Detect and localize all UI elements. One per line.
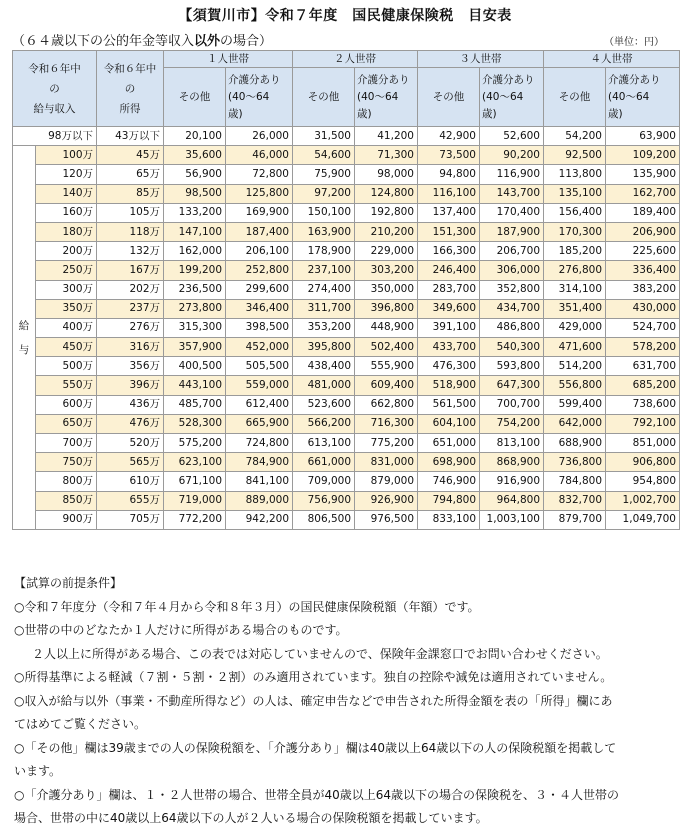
tax-value-cell: 485,700: [164, 395, 226, 414]
tax-value-cell: 448,900: [355, 318, 418, 337]
tax-value-cell: 709,000: [293, 472, 355, 491]
tax-value-cell: 236,500: [164, 280, 226, 299]
table-row: [13, 376, 680, 395]
tax-value-cell: 225,600: [606, 242, 680, 261]
tax-value-cell: 170,300: [544, 222, 606, 241]
income-cell: 750万: [36, 453, 97, 472]
income-cell: 400万: [36, 318, 97, 337]
side-label-kyuyo: 給 与: [13, 146, 36, 530]
note-line: ○令和７年度分（令和７年４月から令和８年３月）の国民健康保険税額（年額）です。: [14, 599, 480, 614]
header-household-4: ４人世帯: [544, 51, 680, 68]
tax-value-cell: 631,700: [606, 357, 680, 376]
tax-value-cell: 135,900: [606, 165, 680, 184]
tax-value-cell: 775,200: [355, 434, 418, 453]
notes: [14, 572, 680, 831]
shotoku-cell: 105万: [97, 203, 164, 222]
tax-value-cell: 662,800: [355, 395, 418, 414]
table-row: [13, 357, 680, 376]
tax-value-cell: 566,200: [293, 414, 355, 433]
tax-value-cell: 336,400: [606, 261, 680, 280]
tax-value-cell: 352,800: [480, 280, 544, 299]
tax-value-cell: 276,800: [544, 261, 606, 280]
subtitle: [12, 30, 272, 49]
income-cell: 140万: [36, 184, 97, 203]
tax-value-cell: 756,900: [293, 491, 355, 510]
tax-value-cell: 396,800: [355, 299, 418, 318]
income-cell: 100万: [36, 146, 97, 165]
tax-value-cell: 1,002,700: [606, 491, 680, 510]
tax-value-cell: 954,800: [606, 472, 680, 491]
tax-value-cell: 593,800: [480, 357, 544, 376]
shotoku-cell: 436万: [97, 395, 164, 414]
header-household-3: ３人世帯: [418, 51, 544, 68]
tax-value-cell: 54,200: [544, 127, 606, 146]
unit-label: （単位：円）: [604, 37, 664, 48]
tax-value-cell: 609,400: [355, 376, 418, 395]
tax-value-cell: 688,900: [544, 434, 606, 453]
tax-value-cell: 383,200: [606, 280, 680, 299]
tax-value-cell: 575,200: [164, 434, 226, 453]
tax-value-cell: 162,000: [164, 242, 226, 261]
note-line: 場合、世帯の中に40歳以上64歳以下の人が２人いる場合の保険税額を掲載しています。: [14, 811, 488, 825]
tax-value-cell: 647,300: [480, 376, 544, 395]
subheader-kaigo: 介護分あり (40～64 歳): [226, 68, 293, 127]
tax-value-cell: 166,300: [418, 242, 480, 261]
shotoku-cell: 356万: [97, 357, 164, 376]
tax-value-cell: 210,200: [355, 222, 418, 241]
table-body: [13, 127, 680, 530]
tax-value-cell: 135,100: [544, 184, 606, 203]
note-line: ○収入が給与以外（事業・不動産所得など）の人は、確定申告などで申告された所得金額を表の「所得」欄にあ: [14, 693, 613, 708]
tax-value-cell: 841,100: [226, 472, 293, 491]
tax-value-cell: 716,300: [355, 414, 418, 433]
tax-value-cell: 685,200: [606, 376, 680, 395]
income-cell: 98万以下: [13, 127, 97, 146]
tax-value-cell: 109,200: [606, 146, 680, 165]
note-line: ２人以上に所得がある場合、この表では対応していませんので、保険年金課窓口でお問い合わせください。: [32, 646, 608, 661]
tax-value-cell: 151,300: [418, 222, 480, 241]
table-row: [13, 395, 680, 414]
shotoku-cell: 705万: [97, 510, 164, 529]
tax-value-cell: 252,800: [226, 261, 293, 280]
tax-value-cell: 889,000: [226, 491, 293, 510]
tax-value-cell: 206,700: [480, 242, 544, 261]
tax-value-cell: 98,000: [355, 165, 418, 184]
shotoku-cell: 118万: [97, 222, 164, 241]
income-cell: 250万: [36, 261, 97, 280]
table-row: [13, 242, 680, 261]
tax-value-cell: 178,900: [293, 242, 355, 261]
table-row: [13, 510, 680, 529]
income-cell: 120万: [36, 165, 97, 184]
shotoku-cell: 85万: [97, 184, 164, 203]
tax-table: [12, 50, 680, 530]
tax-value-cell: 976,500: [355, 510, 418, 529]
tax-value-cell: 150,100: [293, 203, 355, 222]
tax-value-cell: 555,900: [355, 357, 418, 376]
subtitle-bold: 以外: [194, 34, 221, 49]
table-row: [13, 491, 680, 510]
tax-value-cell: 395,800: [293, 338, 355, 357]
tax-value-cell: 832,700: [544, 491, 606, 510]
tax-value-cell: 351,400: [544, 299, 606, 318]
tax-value-cell: 147,100: [164, 222, 226, 241]
table-row: [13, 434, 680, 453]
tax-value-cell: 56,900: [164, 165, 226, 184]
tax-value-cell: 116,100: [418, 184, 480, 203]
tax-value-cell: 476,300: [418, 357, 480, 376]
tax-value-cell: 784,900: [226, 453, 293, 472]
subheader-sonota: その他: [544, 68, 606, 127]
tax-value-cell: 20,100: [164, 127, 226, 146]
tax-value-cell: 206,100: [226, 242, 293, 261]
tax-value-cell: 1,049,700: [606, 510, 680, 529]
table-row: [13, 280, 680, 299]
note-line: ○「その他」欄は39歳までの人の保険税額を、「介護分あり」欄は40歳以上64歳以下の人の保険税額を掲載して: [14, 740, 617, 755]
tax-value-cell: 434,700: [480, 299, 544, 318]
tax-value-cell: 187,400: [226, 222, 293, 241]
income-cell: 550万: [36, 376, 97, 395]
header-income: 令和６年中 の 給与収入: [13, 51, 97, 127]
tax-value-cell: 906,800: [606, 453, 680, 472]
page-title: 【須賀川市】令和７年度 国民健康保険税 目安表: [178, 8, 512, 24]
income-cell: 850万: [36, 491, 97, 510]
income-cell: 450万: [36, 338, 97, 357]
tax-value-cell: 90,200: [480, 146, 544, 165]
note-line: てはめてご覧ください。: [14, 717, 147, 731]
tax-value-cell: 72,800: [226, 165, 293, 184]
income-cell: 600万: [36, 395, 97, 414]
shotoku-cell: 65万: [97, 165, 164, 184]
tax-value-cell: 94,800: [418, 165, 480, 184]
tax-value-cell: 246,400: [418, 261, 480, 280]
tax-value-cell: 471,600: [544, 338, 606, 357]
tax-value-cell: 400,500: [164, 357, 226, 376]
tax-value-cell: 315,300: [164, 318, 226, 337]
tax-value-cell: 794,800: [418, 491, 480, 510]
tax-value-cell: 63,900: [606, 127, 680, 146]
tax-value-cell: 613,100: [293, 434, 355, 453]
tax-value-cell: 556,800: [544, 376, 606, 395]
tax-value-cell: 311,700: [293, 299, 355, 318]
tax-value-cell: 700,700: [480, 395, 544, 414]
tax-value-cell: 199,200: [164, 261, 226, 280]
tax-value-cell: 430,000: [606, 299, 680, 318]
income-cell: 160万: [36, 203, 97, 222]
note-line: ○「介護分あり」欄は、１・２人世帯の場合、世帯全員が40歳以上64歳以下の場合の保険税を、３・４人世帯の: [14, 787, 620, 802]
tax-value-cell: 623,100: [164, 453, 226, 472]
table-row: [13, 203, 680, 222]
tax-value-cell: 41,200: [355, 127, 418, 146]
tax-value-cell: 185,200: [544, 242, 606, 261]
table-row: [13, 127, 680, 146]
tax-value-cell: 736,800: [544, 453, 606, 472]
tax-value-cell: 879,000: [355, 472, 418, 491]
shotoku-cell: 316万: [97, 338, 164, 357]
tax-value-cell: 133,200: [164, 203, 226, 222]
tax-value-cell: 52,600: [480, 127, 544, 146]
subtitle-suffix: の場合）: [220, 34, 273, 49]
tax-value-cell: 429,000: [544, 318, 606, 337]
tax-value-cell: 433,700: [418, 338, 480, 357]
tax-value-cell: 964,800: [480, 491, 544, 510]
tax-value-cell: 792,100: [606, 414, 680, 433]
tax-value-cell: 283,700: [418, 280, 480, 299]
tax-value-cell: 719,000: [164, 491, 226, 510]
tax-value-cell: 724,800: [226, 434, 293, 453]
shotoku-cell: 202万: [97, 280, 164, 299]
shotoku-cell: 43万以下: [97, 127, 164, 146]
tax-value-cell: 879,700: [544, 510, 606, 529]
tax-value-cell: 698,900: [418, 453, 480, 472]
shotoku-cell: 45万: [97, 146, 164, 165]
table-row: [13, 414, 680, 433]
shotoku-cell: 610万: [97, 472, 164, 491]
tax-value-cell: 299,600: [226, 280, 293, 299]
header-household-2: ２人世帯: [293, 51, 418, 68]
tax-value-cell: 452,000: [226, 338, 293, 357]
tax-value-cell: 1,003,100: [480, 510, 544, 529]
tax-value-cell: 314,100: [544, 280, 606, 299]
tax-value-cell: 772,200: [164, 510, 226, 529]
tax-value-cell: 604,100: [418, 414, 480, 433]
note-line: ○所得基準による軽減（７割・５割・２割）のみ適用されています。独自の控除や減免は適用されていません。: [14, 670, 613, 684]
tax-value-cell: 926,900: [355, 491, 418, 510]
tax-value-cell: 357,900: [164, 338, 226, 357]
shotoku-cell: 520万: [97, 434, 164, 453]
tax-value-cell: 163,900: [293, 222, 355, 241]
tax-value-cell: 189,400: [606, 203, 680, 222]
income-cell: 350万: [36, 299, 97, 318]
subheader-kaigo: 介護分あり (40～64 歳): [480, 68, 544, 127]
tax-value-cell: 505,500: [226, 357, 293, 376]
tax-value-cell: 349,600: [418, 299, 480, 318]
tax-value-cell: 162,700: [606, 184, 680, 203]
note-line: ○世帯の中のどなたか１人だけに所得がある場合のものです。: [14, 623, 348, 637]
note-line: 【試算の前提条件】: [14, 576, 123, 590]
tax-value-cell: 851,000: [606, 434, 680, 453]
tax-value-cell: 642,000: [544, 414, 606, 433]
tax-value-cell: 187,900: [480, 222, 544, 241]
tax-value-cell: 528,300: [164, 414, 226, 433]
tax-value-cell: 391,100: [418, 318, 480, 337]
shotoku-cell: 655万: [97, 491, 164, 510]
tax-value-cell: 559,000: [226, 376, 293, 395]
tax-value-cell: 137,400: [418, 203, 480, 222]
header-shotoku: 令和６年中 の 所得: [97, 51, 164, 127]
tax-value-cell: 443,100: [164, 376, 226, 395]
subheader-kaigo: 介護分あり (40～64 歳): [606, 68, 680, 127]
shotoku-cell: 565万: [97, 453, 164, 472]
tax-value-cell: 806,500: [293, 510, 355, 529]
header-household-1: １人世帯: [164, 51, 293, 68]
shotoku-cell: 132万: [97, 242, 164, 261]
table-row: [13, 261, 680, 280]
subheader-sonota: その他: [293, 68, 355, 127]
tax-value-cell: 813,100: [480, 434, 544, 453]
tax-value-cell: 523,600: [293, 395, 355, 414]
tax-value-cell: 346,400: [226, 299, 293, 318]
income-cell: 800万: [36, 472, 97, 491]
income-cell: 650万: [36, 414, 97, 433]
tax-value-cell: 671,100: [164, 472, 226, 491]
tax-value-cell: 97,200: [293, 184, 355, 203]
table-row: [13, 222, 680, 241]
tax-value-cell: 438,400: [293, 357, 355, 376]
tax-value-cell: 73,500: [418, 146, 480, 165]
tax-value-cell: 31,500: [293, 127, 355, 146]
income-cell: 200万: [36, 242, 97, 261]
income-cell: 500万: [36, 357, 97, 376]
subheader-sonota: その他: [164, 68, 226, 127]
tax-value-cell: 143,700: [480, 184, 544, 203]
tax-value-cell: 35,600: [164, 146, 226, 165]
tax-value-cell: 156,400: [544, 203, 606, 222]
tax-value-cell: 237,100: [293, 261, 355, 280]
income-cell: 300万: [36, 280, 97, 299]
tax-value-cell: 42,900: [418, 127, 480, 146]
income-cell: 180万: [36, 222, 97, 241]
tax-value-cell: 92,500: [544, 146, 606, 165]
table-row: [13, 146, 680, 165]
tax-value-cell: 518,900: [418, 376, 480, 395]
tax-value-cell: 831,000: [355, 453, 418, 472]
tax-value-cell: 661,000: [293, 453, 355, 472]
tax-value-cell: 273,800: [164, 299, 226, 318]
tax-value-cell: 54,600: [293, 146, 355, 165]
tax-value-cell: 833,100: [418, 510, 480, 529]
tax-value-cell: 481,000: [293, 376, 355, 395]
shotoku-cell: 396万: [97, 376, 164, 395]
tax-value-cell: 561,500: [418, 395, 480, 414]
tax-value-cell: 350,000: [355, 280, 418, 299]
tax-value-cell: 113,800: [544, 165, 606, 184]
table-row: [13, 184, 680, 203]
tax-value-cell: 274,400: [293, 280, 355, 299]
table-row: [13, 165, 680, 184]
tax-value-cell: 651,000: [418, 434, 480, 453]
subheader-kaigo: 介護分あり (40～64 歳): [355, 68, 418, 127]
tax-value-cell: 170,400: [480, 203, 544, 222]
note-line: います。: [14, 764, 62, 778]
table-row: [13, 453, 680, 472]
tax-value-cell: 192,800: [355, 203, 418, 222]
shotoku-cell: 167万: [97, 261, 164, 280]
tax-value-cell: 125,800: [226, 184, 293, 203]
tax-value-cell: 612,400: [226, 395, 293, 414]
subheader-sonota: その他: [418, 68, 480, 127]
tax-value-cell: 353,200: [293, 318, 355, 337]
tax-value-cell: 540,300: [480, 338, 544, 357]
tax-value-cell: 206,900: [606, 222, 680, 241]
tax-value-cell: 116,900: [480, 165, 544, 184]
tax-value-cell: 784,800: [544, 472, 606, 491]
tax-value-cell: 75,900: [293, 165, 355, 184]
tax-value-cell: 754,200: [480, 414, 544, 433]
table-row: [13, 338, 680, 357]
tax-value-cell: 306,000: [480, 261, 544, 280]
income-cell: 900万: [36, 510, 97, 529]
table-row: [13, 299, 680, 318]
tax-value-cell: 398,500: [226, 318, 293, 337]
table-row: [13, 318, 680, 337]
tax-value-cell: 26,000: [226, 127, 293, 146]
shotoku-cell: 276万: [97, 318, 164, 337]
shotoku-cell: 237万: [97, 299, 164, 318]
tax-value-cell: 746,900: [418, 472, 480, 491]
tax-value-cell: 303,200: [355, 261, 418, 280]
table-row: [13, 472, 680, 491]
subtitle-prefix: （６４歳以下の公的年金等収入: [12, 34, 195, 49]
tax-value-cell: 229,000: [355, 242, 418, 261]
tax-value-cell: 868,900: [480, 453, 544, 472]
tax-value-cell: 46,000: [226, 146, 293, 165]
shotoku-cell: 476万: [97, 414, 164, 433]
tax-value-cell: 665,900: [226, 414, 293, 433]
tax-value-cell: 502,400: [355, 338, 418, 357]
income-cell: 700万: [36, 434, 97, 453]
tax-value-cell: 599,400: [544, 395, 606, 414]
tax-value-cell: 169,900: [226, 203, 293, 222]
tax-value-cell: 578,200: [606, 338, 680, 357]
tax-value-cell: 738,600: [606, 395, 680, 414]
tax-value-cell: 942,200: [226, 510, 293, 529]
tax-value-cell: 916,900: [480, 472, 544, 491]
tax-value-cell: 124,800: [355, 184, 418, 203]
tax-value-cell: 514,200: [544, 357, 606, 376]
tax-value-cell: 524,700: [606, 318, 680, 337]
tax-value-cell: 98,500: [164, 184, 226, 203]
tax-value-cell: 486,800: [480, 318, 544, 337]
tax-value-cell: 71,300: [355, 146, 418, 165]
